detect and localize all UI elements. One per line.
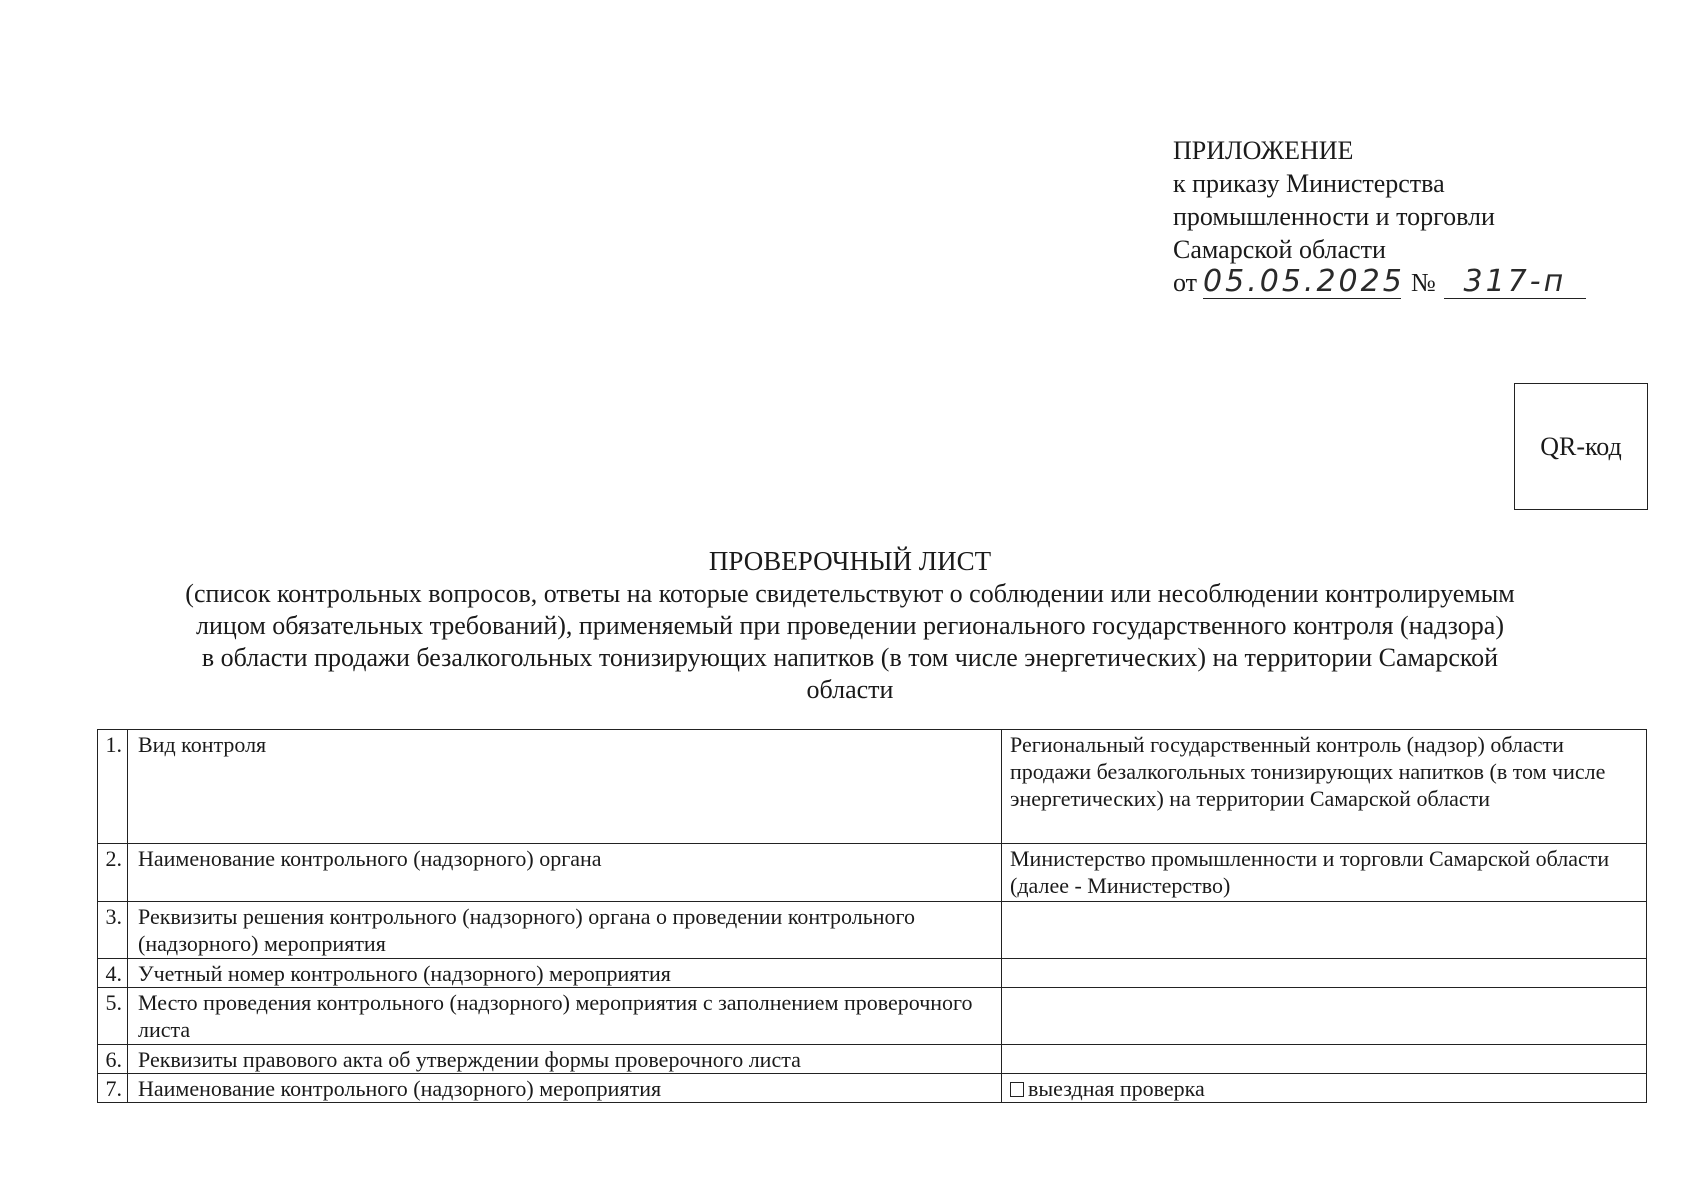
appendix-heading: ПРИЛОЖЕНИЕ (1173, 136, 1354, 165)
subtitle-line-2: лицом обязательных требований), применяемый при проведении регионального государственного контроля (надзора) (196, 611, 1504, 640)
row-answer[interactable] (1002, 1045, 1647, 1074)
subtitle-line-4: области (806, 675, 894, 704)
document-title-block (100, 544, 1600, 706)
number-sign: № (1411, 268, 1436, 297)
row-question: Учетный номер контрольного (надзорного) мероприятия (128, 959, 1002, 988)
subtitle-line-1: (список контрольных вопросов, ответы на которые свидетельствуют о соблюдении или несоблюдении контролируемым (185, 579, 1515, 608)
row-number: 2. (98, 844, 128, 902)
option-label: выездная проверка (1028, 1076, 1205, 1101)
row-number: 3. (98, 902, 128, 959)
row-question: Реквизиты правового акта об утверждении формы проверочного листа (128, 1045, 1002, 1074)
appendix-header (1173, 134, 1586, 299)
appendix-line-3: Самарской области (1173, 235, 1386, 264)
appendix-line-2: промышленности и торговли (1173, 202, 1495, 231)
table-row (98, 730, 1647, 844)
appendix-line-1: к приказу Министерства (1173, 169, 1445, 198)
row-number: 5. (98, 988, 128, 1045)
order-date-line (1173, 266, 1586, 299)
row-number: 7. (98, 1074, 128, 1103)
row-answer[interactable] (1002, 959, 1647, 988)
table-row (98, 988, 1647, 1045)
row-answer: Региональный государственный контроль (надзор) области продажи безалкогольных тонизирующих напитков (в том числе энергетических) на территории Самарской области (1002, 730, 1647, 844)
row-number: 1. (98, 730, 128, 844)
row-question: Место проведения контрольного (надзорного) мероприятия с заполнением проверочного листа (128, 988, 1002, 1045)
table-row (98, 1045, 1647, 1074)
checkbox-on-site-inspection[interactable] (1010, 1082, 1024, 1097)
order-date-handwritten: 05.05.2025 (1203, 264, 1405, 299)
order-number-handwritten: 317-п (1444, 266, 1586, 299)
qr-code-placeholder (1514, 383, 1648, 510)
table-row (98, 902, 1647, 959)
row-question: Реквизиты решения контрольного (надзорного) органа о проведении контрольного (надзорного) мероприятия (128, 902, 1002, 959)
date-prefix: от (1173, 268, 1198, 297)
table-row (98, 844, 1647, 902)
row-question: Наименование контрольного (надзорного) органа (128, 844, 1002, 902)
subtitle-line-3: в области продажи безалкогольных тонизирующих напитков (в том числе энергетических) на территории Самарской (201, 643, 1499, 672)
checklist-table (97, 729, 1647, 1103)
row-answer[interactable] (1002, 902, 1647, 959)
row-question: Наименование контрольного (надзорного) мероприятия (128, 1074, 1002, 1103)
table-row (98, 959, 1647, 988)
document-title: ПРОВЕРОЧНЫЙ ЛИСТ (708, 546, 992, 576)
row-number: 4. (98, 959, 128, 988)
table-row (98, 1074, 1647, 1103)
row-answer: Министерство промышленности и торговли Самарской области (далее - Министерство) (1002, 844, 1647, 902)
row-answer-option (1002, 1074, 1647, 1103)
row-number: 6. (98, 1045, 128, 1074)
row-answer[interactable] (1002, 988, 1647, 1045)
qr-code-label: QR-код (1540, 431, 1622, 461)
row-question: Вид контроля (128, 730, 1002, 844)
